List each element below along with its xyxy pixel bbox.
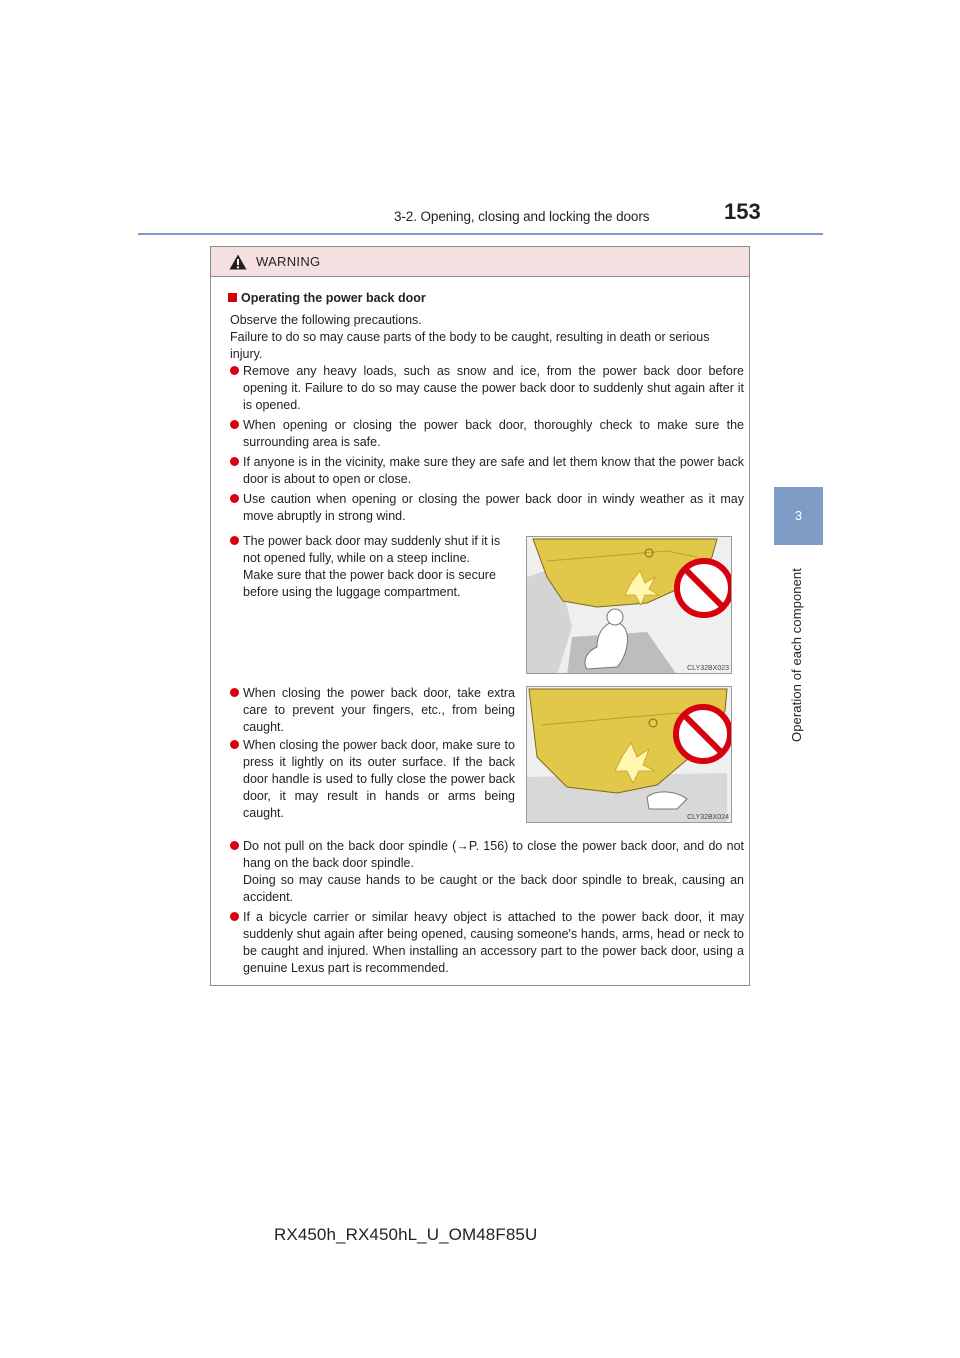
bullet-item <box>230 533 515 601</box>
bullet-text: When opening or closing the power back door, thoroughly check to make sure the surrounding area is safe. <box>243 418 744 449</box>
bullet-item <box>230 685 515 736</box>
bullet-item <box>230 838 744 906</box>
warning-label: WARNING <box>256 254 321 269</box>
bullet-dot-icon <box>230 740 239 749</box>
bullet-dot-icon <box>230 912 239 921</box>
bullet-dot-icon <box>230 494 239 503</box>
bullet-dot-icon <box>230 420 239 429</box>
bullet-dot-icon <box>230 841 239 850</box>
section-heading <box>228 291 426 305</box>
bullet-text: When closing the power back door, take extra care to prevent your fingers, etc., from being caught. <box>243 686 515 734</box>
page-header-title: 3-2. Opening, closing and locking the doors <box>394 209 650 224</box>
bullet-item <box>230 909 744 977</box>
bullet-text: Remove any heavy loads, such as snow and ice, from the power back door before opening it. Failure to do so may cause the power back door to suddenly shut again after it is opened. <box>243 364 744 412</box>
bullet-item <box>230 454 744 488</box>
warning-box <box>210 246 750 986</box>
back-door-incline-illustration <box>527 537 732 674</box>
illustration-closing <box>526 686 732 823</box>
intro-text: Observe the following precautions. Failure to do so may cause parts of the body to be caught, resulting in death or serious injury. <box>230 313 710 361</box>
bullet-item <box>230 737 515 822</box>
bullet-dot-icon <box>230 536 239 545</box>
section-heading-text: Operating the power back door <box>241 291 426 305</box>
bullet-dot-icon <box>230 688 239 697</box>
bullet-text: If anyone is in the vicinity, make sure they are safe and let them know that the power back door is about to open or close. <box>243 455 744 486</box>
bullet-text: When closing the power back door, make sure to press it lightly on its outer surface. If the back door handle is used to fully close the power back door, it may result in hands or arms being caught. <box>243 738 515 820</box>
illustration-incline <box>526 536 732 674</box>
chapter-tab-label: Operation of each component <box>789 568 804 742</box>
bullet-dot-icon <box>230 366 239 375</box>
warning-header <box>211 247 749 277</box>
chapter-tab-number[interactable]: 3 <box>774 487 823 545</box>
bullet-item <box>230 491 744 525</box>
header-rule <box>138 233 823 235</box>
bullet-item <box>230 417 744 451</box>
page-number: 153 <box>724 199 761 224</box>
footer-model-code: RX450h_RX450hL_U_OM48F85U <box>274 1225 538 1244</box>
warning-triangle-icon <box>229 254 247 270</box>
bullet-text: Do not pull on the back door spindle (→P. 156) to close the power back door, and do not hang on the back door spindle. Doing so may cause hands to be caught or the back door spindle to break, causing an accident. <box>243 839 744 904</box>
bullet-item <box>230 363 744 414</box>
bullet-text: The power back door may suddenly shut if it is not opened fully, while on a steep incline. Make sure that the power back door is secure before using the luggage compartment. <box>243 534 501 599</box>
image-code: CLY32BX024 <box>687 814 729 821</box>
bullet-dot-icon <box>230 457 239 466</box>
section-square-icon <box>228 293 237 302</box>
image-code: CLY32BX023 <box>687 665 729 672</box>
back-door-closing-illustration <box>527 687 732 823</box>
bullet-text: Use caution when opening or closing the power back door in windy weather as it may move abruptly in strong wind. <box>243 492 744 523</box>
bullet-text: If a bicycle carrier or similar heavy object is attached to the power back door, it may suddenly shut again after being opened, causing someone's hands, arms, head or neck to be caught and injured. When installing an accessory part to the power back door, using a genuine Lexus part is recommended. <box>243 910 744 975</box>
